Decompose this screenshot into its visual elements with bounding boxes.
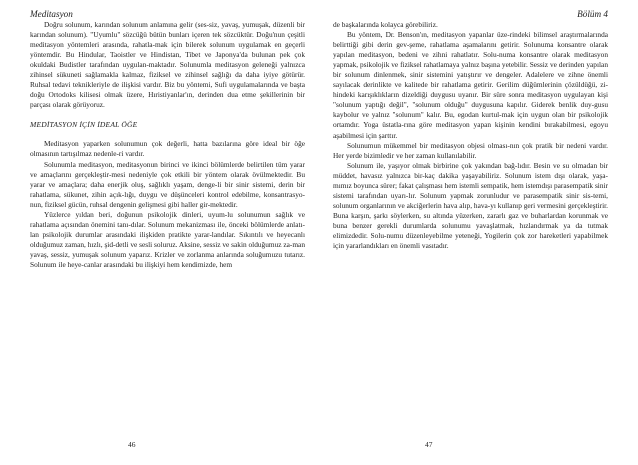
running-head-left: Meditasyon — [30, 9, 73, 19]
left-paragraph-4: Yüzlerce yıldan beri, doğunun psikolojik dinleri, uyum-lu solunumun sağlık ve rahatlama açısından önemini tanı-dılar. Solunum mekanizması ile, önceki bölümlerde anlatı-lan psikolojik durumlar arasındaki ilişkiden pratikte yarar-landılar. Sıkıntılı ve heyecanlı olduğumuz zaman, hızlı, şid-detli ve sesli soluruz. Aksine, sessiz ve sakin olduğumuz za-man yavaş, sessiz, yumuşak solunum yaparız. Krizler ve zorlanma anlarında soluğumuzu tutarız. Solunum ile heye-canlar arasındaki bu ilişkiyi hem kendimizde, hem — [30, 209, 305, 269]
left-paragraph-1: Doğru solunum, karından solunum anlamına gelir (ses-siz, yavaş, yumuşak, düzenli bir karından solunum). "Uyumlu" sözcüğü bütün bunları içeren tek sözcüktür. Doğu'nun çeşitli meditasyon yöntemleri arasında, rahatla-mak için bilerek solunum uygulamak en geçerli yöntemdir. Bu Hindular, Taoistler ve Hindistan, Tibet ve Japonya'da bulunan pek çok okuldaki Budistler tarafından uygulan-maktadır. Solunumla meditasyon geleneği yalnızca zihinsel sükuneti sağlamakla kalmaz, fiziksel ve zihinsel sağlığı da daha iyiye götürür. Ruhsal tedavi teknikleriyle de ilişkisi vardır. Biz bu yöntemi, Sufi uygulamalarında ve başta doğu Ortodoks kilisesi olmak üzere, Hıristiyanlar'ın, derinden dua etme şekillerinin bir parçası olarak görüyoruz. — [30, 20, 305, 110]
right-paragraph-3: Solunumun mükemmel bir meditasyon objesi olması-nın çok pratik bir nedeni vardır. Her yerde bizimledir ve her zaman kullanılabilir. — [333, 140, 608, 160]
right-page-body — [333, 20, 608, 251]
page-number-left: 46 — [128, 440, 136, 449]
right-paragraph-4: Solunum ile, yaşıyor olmak birbirine çok yakından bağ-lıdır. Besin ve su olmadan bir müddet, havasız yalnızca bir-kaç dakika yaşayabiliriz. Solunum istem dışı olarak, yaşa-mımız boyunca sürer; fakat çalışması hem istemli sempatik, hem istemdışı parasempatik sinir sistemi tarafından uyarı-lır. Solunum yapmak zorunludur ve parasempatik sinir sis-temi, solunum organlarının ve akciğerlerin hava alıp, hava-yı kullanıp geri vermesini gerçekleştirir. Buna karşın, şarkı söylerken, su altında yüzerken, zararlı gaz ve buharlardan korunmak ve buna benzer gerekli durumlarda solunumu yavaşlatmak, hızlandırmak ya da tutmak elimizdedir. Solu-numu düzenleyebilme yeteneği, Yogilerin çok zor hareketleri yapabilmek için yararlandıkları en önemli vasıtadır. — [333, 160, 608, 251]
running-head-right: Bölüm 4 — [577, 9, 608, 19]
right-page — [319, 0, 638, 465]
section-heading: MEDİTASYON İÇİN İDEAL ÖĞE — [30, 120, 138, 130]
page-number-right: 47 — [425, 440, 433, 449]
left-page-body — [30, 20, 305, 270]
right-paragraph-1: de başkalarında kolayca görebiliriz. — [333, 20, 438, 29]
left-paragraph-3: Solunumla meditasyon, meditasyonun birinci ve ikinci bölümlerde belirtilen tüm yarar ve amaçlarını gerçekleştir-mesi nedeniyle çok etkili bir yöntem olarak övülmektedir. Bu yarar ve amaçlara; daha enerjik oluş, sağlıklı yaşam, denge-li bir sinir sistemi, derin bir rahatlama, sükunet, zihin açık-lığı, duygu ve düşünceleri kontrol edebilme, konsantrasyo-nun, fiziksel gücün, ruhsal dengenin gelişmesi gibi haller gir-mektedir. — [30, 159, 305, 209]
left-paragraph-2: Meditasyon yaparken solunumun çok değerli, hatta bazılarına göre ideal bir öğe olmasının tartışılmaz nedenle-ri vardır. — [30, 139, 305, 159]
right-paragraph-2: Bu yöntem, Dr. Benson'ın, meditasyon yapanlar üze-rindeki bilimsel araştırmalarında belirttiği gibi derin gev-şeme, rahatlama aşamalarını getirir. Solunuma konsantre olarak yapılan meditasyon, bedeni ve zihni rahatlatır. Solu-numa konsantre olarak meditasyon yapmak, psikolojik ve fiziksel rahatlamaya yalnız başına yetebilir. Sessiz ve derinden yapılan bir solunum dinlenmek, sinir sistemini yatıştırır ve dengeler. Adalelere ve zihne önemli sayılacak derinlikte ve kalitede bir rahatlama getirir. Gerilim düğümlerinin çözüldüğü, zi-hindeki karışıklıkların dizeldiği duygusu uyanır. Bir süre sonra meditasyon uygulayan kişi "solunum yaptığı değil", "solunum olduğu" duygusuna kapılır. Giderek benlik duy-gusu kaybolur ve yalnız "solunum" kalır. Bu, egodan kurtul-mak için uygun olan bir psikolojik ortamdır. Yoga üstatla-rına göre meditasyon yapan kişinin kendini bırakabilmesi, egoyu aşabilmesi için şarttır. — [333, 30, 608, 140]
